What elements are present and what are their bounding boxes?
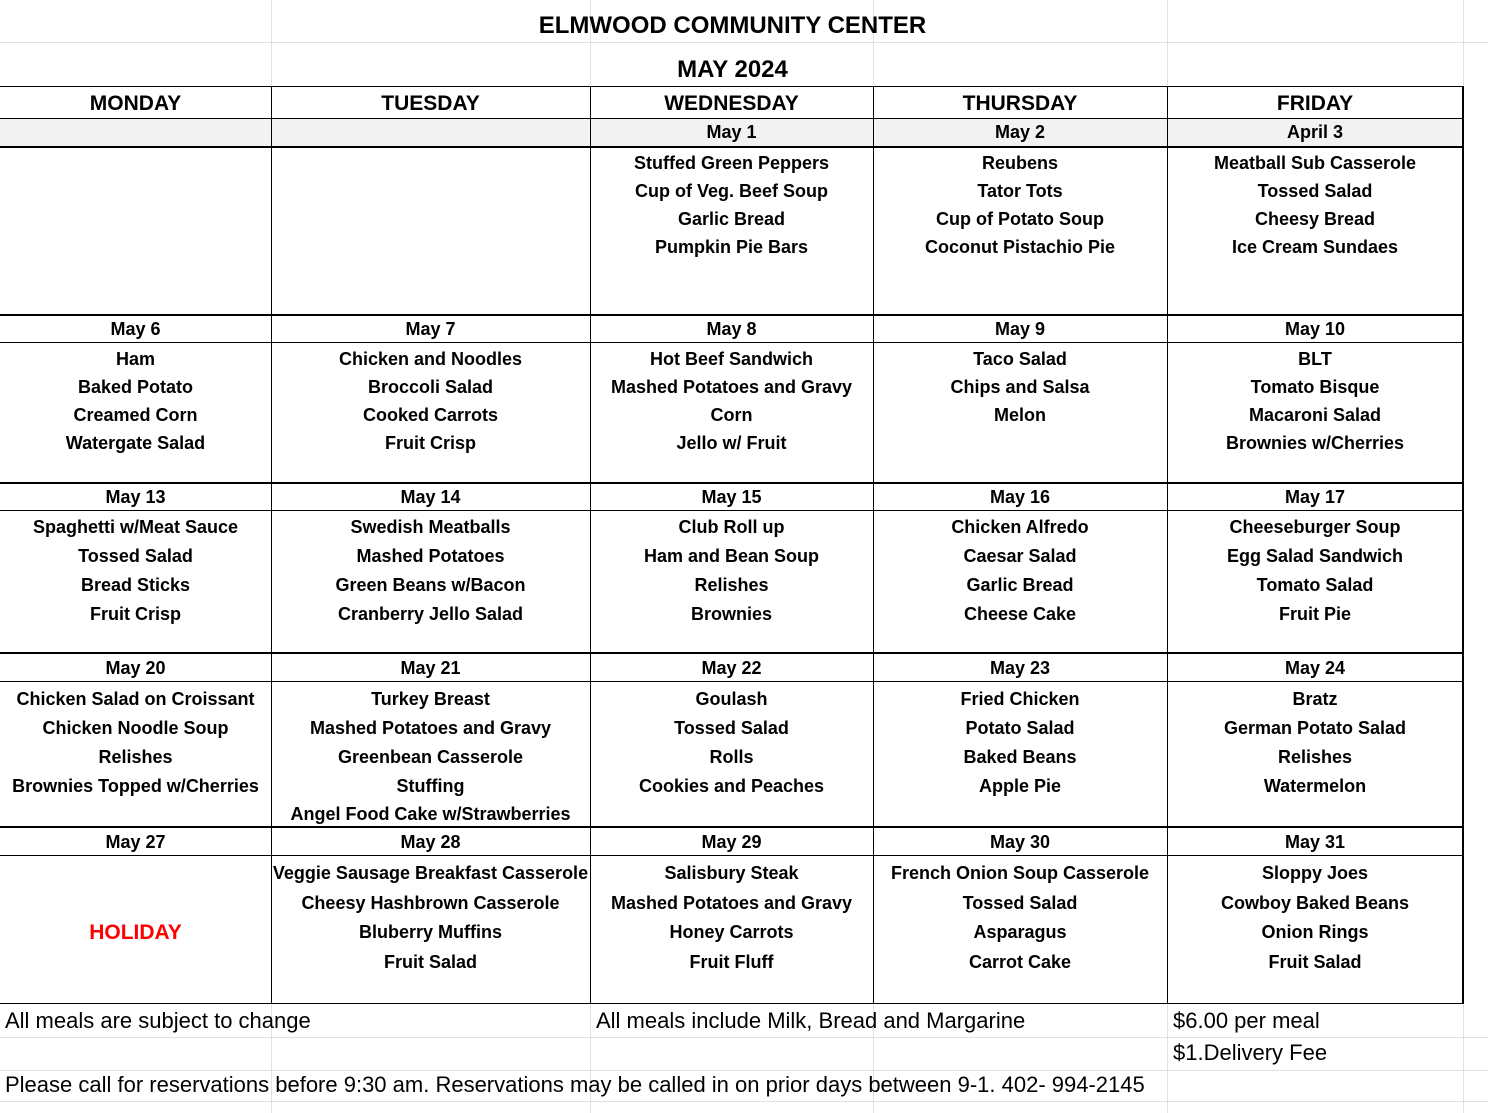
menu-item: Fruit Salad bbox=[1268, 951, 1362, 972]
menu-item: Tossed Salad bbox=[78, 546, 193, 566]
menu-item: Spaghetti w/Meat Sauce bbox=[32, 517, 239, 537]
date-label: May 6 bbox=[110, 319, 161, 339]
menu-item: Green Beans w/Bacon bbox=[335, 575, 526, 595]
menu-item: Ham and Bean Soup bbox=[643, 546, 820, 566]
month-title: MAY 2024 bbox=[677, 56, 788, 83]
menu-item: Brownies w/Cherries bbox=[1225, 433, 1405, 453]
menu-item: Tossed Salad bbox=[962, 892, 1078, 913]
menu-item: Ice Cream Sundaes bbox=[1231, 237, 1399, 257]
menu-list bbox=[1167, 149, 1463, 261]
date-label: May 20 bbox=[105, 658, 166, 678]
delivery-fee-note: $1.Delivery Fee bbox=[1173, 1040, 1328, 1065]
menu-item: Mashed Potatoes and Gravy bbox=[309, 718, 552, 738]
menu-item: Mashed Potatoes and Gravy bbox=[610, 892, 853, 913]
menu-item: Carrot Cake bbox=[968, 951, 1072, 972]
date-label: May 7 bbox=[405, 319, 456, 339]
menu-item: Jello w/ Fruit bbox=[676, 433, 787, 453]
menu-item: Fruit Crisp bbox=[89, 604, 181, 624]
menu-item: Hot Beef Sandwich bbox=[649, 349, 814, 369]
menu-item: Creamed Corn bbox=[73, 405, 198, 425]
date-label: May 21 bbox=[400, 658, 461, 678]
date-label: May 16 bbox=[989, 487, 1051, 507]
menu-list bbox=[873, 685, 1167, 801]
menu-item: Cheeseburger Soup bbox=[1229, 517, 1401, 537]
date-label: May 14 bbox=[400, 487, 461, 507]
menu-list bbox=[1167, 859, 1463, 977]
menu-item: Chicken and Noodles bbox=[338, 349, 523, 369]
date-label: May 15 bbox=[701, 487, 762, 507]
menu-item: Macaroni Salad bbox=[1248, 405, 1382, 425]
org-title: ELMWOOD COMMUNITY CENTER bbox=[538, 12, 927, 39]
menu-item: Fruit Pie bbox=[1278, 604, 1351, 624]
menu-item: Onion Rings bbox=[1261, 922, 1369, 942]
menu-item: BLT bbox=[1298, 349, 1332, 369]
menu-item: Watermelon bbox=[1263, 776, 1367, 796]
reservation-note: Please call for reservations before 9:30 am. Reservations may be called in on prior days between 9-1. 402- 994-2145 bbox=[5, 1072, 1145, 1097]
menu-item: Coconut Pistachio Pie bbox=[924, 237, 1116, 257]
menu-item: Watergate Salad bbox=[65, 433, 206, 453]
menu-list bbox=[590, 345, 873, 457]
menu-item: Fruit Salad bbox=[383, 951, 477, 972]
date-label: May 17 bbox=[1284, 487, 1346, 507]
date-label: May 1 bbox=[706, 122, 757, 142]
day-header-thursday: THURSDAY bbox=[962, 92, 1078, 115]
date-label: May 27 bbox=[105, 832, 166, 852]
menu-item: Brownies Topped w/Cherries bbox=[12, 776, 259, 796]
menu-list bbox=[873, 513, 1167, 629]
menu-item: Relishes bbox=[1277, 747, 1353, 767]
menu-item: Corn bbox=[710, 405, 753, 425]
menu-list bbox=[590, 513, 873, 629]
menu-item: Cooked Carrots bbox=[362, 405, 499, 425]
menu-item: Fried Chicken bbox=[960, 689, 1080, 709]
date-label: May 13 bbox=[105, 487, 166, 507]
menu-item: Broccoli Salad bbox=[367, 377, 494, 397]
menu-item: Fruit Crisp bbox=[384, 433, 476, 453]
menu-list bbox=[1167, 513, 1463, 629]
day-header-tuesday: TUESDAY bbox=[381, 92, 480, 115]
menu-item: Rolls bbox=[709, 747, 754, 767]
menu-list bbox=[590, 859, 873, 977]
menu-item: Angel Food Cake w/Strawberries bbox=[290, 804, 571, 824]
menu-item: Salisbury Steak bbox=[664, 863, 799, 883]
date-label: May 10 bbox=[1284, 319, 1346, 339]
day-header-wednesday: WEDNESDAY bbox=[664, 92, 799, 115]
menu-item: Bratz bbox=[1292, 689, 1338, 709]
date-label: May 31 bbox=[1284, 832, 1346, 852]
date-label: May 28 bbox=[400, 832, 461, 852]
menu-list bbox=[0, 345, 271, 457]
menu-item: German Potato Salad bbox=[1223, 718, 1407, 738]
menu-list bbox=[0, 513, 271, 629]
menu-item: Apple Pie bbox=[978, 776, 1062, 796]
menu-list bbox=[271, 859, 590, 977]
menu-list bbox=[590, 149, 873, 261]
menu-item: Meatball Sub Casserole bbox=[1213, 153, 1417, 173]
menu-item: Veggie Sausage Breakfast Casserole bbox=[272, 863, 589, 883]
day-header-friday: FRIDAY bbox=[1276, 92, 1354, 115]
menu-item: Bread Sticks bbox=[80, 575, 191, 595]
include-note: All meals include Milk, Bread and Margarine bbox=[596, 1008, 1026, 1033]
menu-item: Cranberry Jello Salad bbox=[337, 604, 524, 624]
menu-item: Baked Potato bbox=[77, 377, 194, 397]
menu-list bbox=[271, 345, 590, 457]
menu-item: Stuffing bbox=[396, 776, 465, 796]
menu-item: Cheesy Hashbrown Casserole bbox=[301, 892, 560, 913]
menu-list bbox=[1167, 685, 1463, 801]
menu-item: Ham bbox=[115, 349, 155, 369]
menu-item: Honey Carrots bbox=[669, 922, 794, 942]
menu-item: Mashed Potatoes bbox=[356, 546, 505, 566]
menu-item: Tomato Salad bbox=[1256, 575, 1374, 595]
menu-item: French Onion Soup Casserole bbox=[890, 863, 1150, 883]
menu-item: Reubens bbox=[981, 153, 1059, 173]
menu-item: Turkey Breast bbox=[371, 689, 490, 709]
menu-item: Cup of Veg. Beef Soup bbox=[634, 181, 828, 201]
menu-item: Cowboy Baked Beans bbox=[1220, 892, 1410, 913]
menu-item: Tator Tots bbox=[977, 181, 1063, 201]
menu-item: Pumpkin Pie Bars bbox=[654, 237, 809, 257]
menu-item: Cheese Cake bbox=[963, 604, 1077, 624]
menu-item: Asparagus bbox=[973, 922, 1067, 942]
date-label: April 3 bbox=[1286, 122, 1343, 142]
date-label: May 2 bbox=[994, 122, 1046, 142]
menu-list bbox=[1167, 345, 1463, 457]
menu-item: Chips and Salsa bbox=[950, 377, 1090, 397]
menu-item: Garlic Bread bbox=[677, 209, 786, 229]
date-label: May 30 bbox=[989, 832, 1051, 852]
menu-item: Fruit Fluff bbox=[689, 951, 774, 972]
menu-item: Cheesy Bread bbox=[1254, 209, 1376, 229]
menu-list bbox=[271, 685, 590, 828]
menu-item: Cookies and Peaches bbox=[638, 776, 825, 796]
menu-list bbox=[873, 859, 1167, 977]
menu-item: Baked Beans bbox=[963, 747, 1077, 767]
menu-item: Tossed Salad bbox=[1257, 181, 1373, 201]
date-label: May 23 bbox=[989, 658, 1051, 678]
menu-item: Caesar Salad bbox=[963, 546, 1077, 566]
date-label: May 8 bbox=[706, 319, 757, 339]
menu-item: Chicken Noodle Soup bbox=[42, 718, 229, 738]
menu-item: Swedish Meatballs bbox=[350, 517, 511, 537]
menu-item: Egg Salad Sandwich bbox=[1226, 546, 1404, 566]
menu-item: Goulash bbox=[695, 689, 768, 709]
day-header-monday: MONDAY bbox=[89, 92, 182, 115]
menu-item: Cup of Potato Soup bbox=[936, 209, 1104, 229]
menu-item: Melon bbox=[994, 405, 1046, 425]
menu-item: Stuffed Green Peppers bbox=[633, 153, 830, 173]
menu-item: Chicken Alfredo bbox=[951, 517, 1089, 537]
holiday-label: HOLIDAY bbox=[89, 921, 182, 944]
menu-list bbox=[590, 685, 873, 801]
menu-list bbox=[271, 513, 590, 629]
menu-item: Tomato Bisque bbox=[1250, 377, 1380, 397]
menu-list bbox=[873, 345, 1167, 429]
date-label: May 29 bbox=[701, 832, 762, 852]
menu-item: Relishes bbox=[694, 575, 769, 595]
date-label: May 9 bbox=[994, 319, 1046, 339]
menu-item: Chicken Salad on Croissant bbox=[16, 689, 255, 709]
menu-item: Taco Salad bbox=[973, 349, 1067, 369]
menu-item: Sloppy Joes bbox=[1261, 863, 1369, 883]
menu-list bbox=[873, 149, 1167, 261]
menu-item: Garlic Bread bbox=[966, 575, 1074, 595]
menu-item: Tossed Salad bbox=[674, 718, 789, 738]
date-label: May 22 bbox=[701, 658, 762, 678]
date-label: May 24 bbox=[1284, 658, 1346, 678]
menu-item: Brownies bbox=[690, 604, 773, 624]
menu-item: Club Roll up bbox=[678, 517, 785, 537]
menu-item: Bluberry Muffins bbox=[358, 922, 502, 942]
menu-item: Mashed Potatoes and Gravy bbox=[610, 377, 853, 397]
change-note: All meals are subject to change bbox=[5, 1008, 311, 1033]
price-note: $6.00 per meal bbox=[1173, 1008, 1320, 1033]
menu-list bbox=[0, 685, 271, 801]
menu-item: Relishes bbox=[98, 747, 173, 767]
menu-item: Potato Salad bbox=[965, 718, 1075, 738]
menu-item: Greenbean Casserole bbox=[337, 747, 524, 767]
